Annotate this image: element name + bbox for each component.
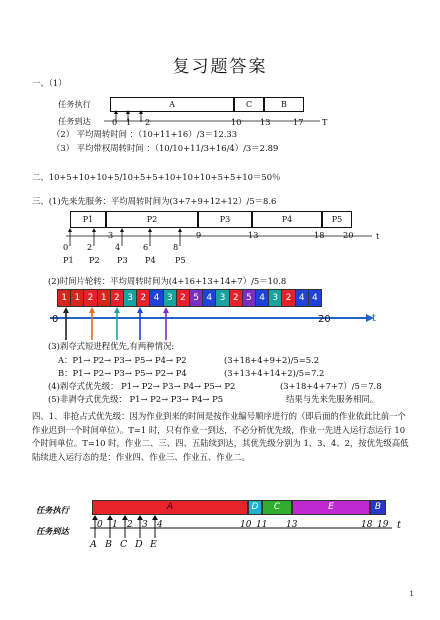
q3-tick-13: 13 — [248, 230, 259, 240]
q3-bar-p5: P5 — [322, 211, 352, 228]
q4-tick-11: 11 — [256, 520, 268, 530]
q3-bar-p2: P2 — [106, 211, 198, 228]
rr-slot: 3 — [163, 289, 177, 307]
q4-bar-a: A — [92, 500, 248, 515]
rr-slot: 5 — [242, 289, 256, 307]
q3-arrival-0: 0 — [63, 242, 69, 252]
q3-bar-p1: P1 — [70, 211, 106, 228]
q1-tick-0: 0 — [112, 117, 118, 127]
q3-priority-preemptive: (4)剥夺式优先级： P1→ P2→ P3→ P4→ P5→ P2 — [48, 381, 236, 391]
q3-arrival-2: 2 — [87, 242, 93, 252]
q4-tick-0: 0 — [97, 520, 103, 530]
rr-slot: 3 — [123, 289, 137, 307]
q3-srtf-case-a: A：P1→ P2→ P3→ P5→ P4→ P2 — [58, 355, 187, 365]
q3-srtf-case-b-calc: (3+13+4+14+2)/5=7.2 — [224, 368, 325, 378]
q3-tick-20: 20 — [343, 230, 354, 240]
q3-tick-9: 9 — [196, 230, 202, 240]
rr-slot: 1 — [97, 289, 111, 307]
rr-slot: 2 — [83, 289, 97, 307]
q1-tick-10: 10 — [231, 117, 242, 127]
q4-job-b: B — [105, 539, 112, 550]
page-number: 1 — [409, 590, 414, 598]
q3-proc-p1: P1 — [63, 255, 74, 265]
rr-slot: 2 — [229, 289, 243, 307]
rr-slot: 2 — [281, 289, 295, 307]
q3-proc-p4: P4 — [145, 255, 156, 265]
q3-bar-p3: P3 — [198, 211, 252, 228]
q1-bar-b: B — [264, 97, 304, 112]
q1-tick-17: 17 — [293, 117, 304, 127]
q4-tick-19: 19 — [377, 520, 389, 530]
rr-slot: 2 — [136, 289, 150, 307]
rr-slot: 4 — [295, 289, 309, 307]
q1-bar-c: C — [234, 97, 264, 112]
q4-job-c: C — [120, 539, 128, 550]
q3-tick-18: 18 — [314, 230, 325, 240]
q3-rr-axis-t: t — [372, 313, 376, 324]
q3-srtf-case-a-calc: (3+18+4+9+2)/5=5.2 — [224, 355, 320, 365]
q3-rr-heading: (2)时间片轮转：平均周转时间为(4+16+13+14+7）/5＝10.8 — [48, 276, 287, 286]
q1-tick-1: 1 — [126, 117, 132, 127]
q4-paragraph: 四、1、非抢占式优先级：因为作业到来的时间是按作业编号顺序进行的（即后面的作业依此比前一个作业迟到一个时间单位）。T=1 时，只有作业一到达，不必分析优先级，作业一先进入运行态运行 10 个时间单位。T=10 时，作业二、三、四、五陆续到达，其优先级分别为 1、3、4、2，按优先级高低陆续进入运行态的是：作业四、作业三、作业五、作业二。 — [32, 411, 409, 462]
q3-arrival-8: 8 — [173, 242, 179, 252]
q3-proc-p3: P3 — [117, 255, 128, 265]
rr-slot: 4 — [308, 289, 322, 307]
q4-tick-3: 3 — [142, 520, 148, 530]
q4-tick-4: 4 — [157, 520, 163, 530]
q1-tick-13: 13 — [260, 117, 271, 127]
q1-bar-a: A — [110, 97, 234, 112]
q1-tick-t: T — [322, 117, 328, 127]
q1-arrive-label: 任务到达 — [58, 116, 91, 126]
q4-axis-t: t — [397, 520, 402, 531]
q3-priority-preemptive-calc: (3+18+4+7+7）/5＝7.8 — [280, 381, 382, 391]
rr-slot: 2 — [110, 289, 124, 307]
q4-tick-18: 18 — [361, 520, 373, 530]
q4-bar-e: E — [292, 500, 370, 515]
q3-tick-3: 3 — [108, 230, 114, 240]
rr-slot: 4 — [202, 289, 216, 307]
rr-slot: 2 — [176, 289, 190, 307]
q1-avg-turnaround: （2） 平均周转时间 ：（10+11+16）/3＝12.33 — [52, 129, 238, 139]
q3-srtf-case-b: B：P1→ P2→ P3→ P5→ P2→ P4 — [58, 368, 187, 378]
q4-tick-1: 1 — [112, 520, 118, 530]
q4-job-e: E — [150, 539, 157, 550]
q3-rr-axis-0: 0 — [52, 314, 59, 325]
q4-job-a: A — [90, 539, 97, 550]
rr-slot: 3 — [268, 289, 282, 307]
q1-exec-label: 任务执行 — [58, 99, 91, 109]
q3-arrival-6: 6 — [143, 242, 149, 252]
q3-bar-p4: P4 — [252, 211, 322, 228]
q2-answer: 二、10+5+10+10+5/10+5+5+10+10+10+5+5+10＝50％ — [32, 172, 281, 182]
q4-bar-b: B — [370, 500, 386, 515]
q3-fcfs-heading: 三、(1)先来先服务：平均周转时间为(3+7+9+12+12）/5＝8.6 — [32, 196, 277, 206]
q3-axis-t: t — [376, 231, 380, 241]
q4-arrive-label: 任务到达 — [36, 526, 69, 536]
q4-bar-d: D — [248, 500, 262, 515]
q3-priority-nonpreemptive: (5)非剥夺式优先级： P1→ P2→ P3→ P4→ P5 — [48, 394, 224, 404]
q1-heading: 一、（1） — [32, 78, 67, 88]
q4-tick-2: 2 — [127, 520, 133, 530]
rr-slot: 4 — [255, 289, 269, 307]
q4-exec-label: 任务执行 — [36, 505, 69, 515]
q3-proc-p5: P5 — [175, 255, 186, 265]
q3-proc-p2: P2 — [89, 255, 100, 265]
rr-slot: 4 — [149, 289, 163, 307]
q4-tick-13: 13 — [286, 520, 298, 530]
rr-slot: 3 — [215, 289, 229, 307]
rr-slot: 1 — [57, 289, 71, 307]
q3-priority-nonpreemptive-note: 结果与先来先服务相同。 — [286, 394, 379, 404]
q1-avg-weighted: （3） 平均带权周转时间 ：（10/10+11/3+16/4）/3＝2.89 — [52, 143, 279, 153]
q3-srtf-heading: (3)剥夺式短进程优先,有两种情况: — [48, 341, 175, 351]
q3-arrival-4: 4 — [115, 242, 121, 252]
q4-tick-10: 10 — [240, 520, 252, 530]
q3-rr-axis-20: 20 — [318, 314, 331, 325]
page-title: 复习题答案 — [172, 57, 268, 77]
q4-bar-c: C — [262, 500, 292, 515]
rr-slot: 5 — [189, 289, 203, 307]
q4-job-d: D — [135, 539, 143, 550]
rr-slot: 1 — [70, 289, 84, 307]
q1-tick-2: 2 — [145, 117, 151, 127]
